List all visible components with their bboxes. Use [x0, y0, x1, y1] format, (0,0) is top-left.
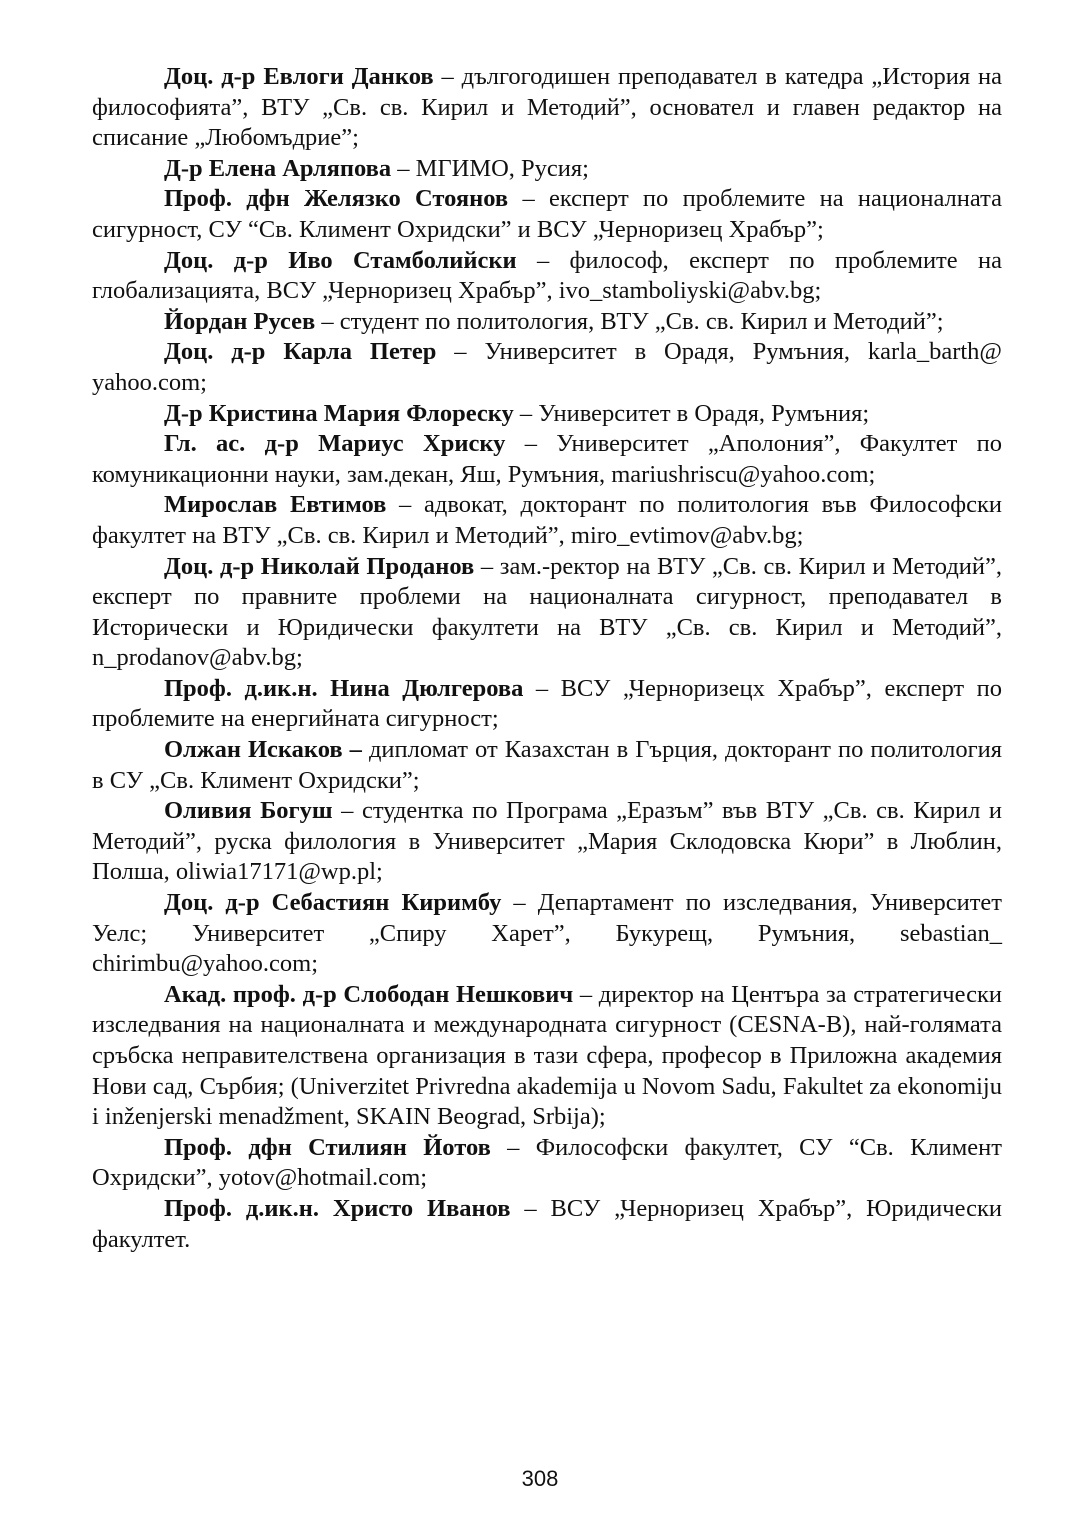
contributor-entry — [92, 154, 1002, 185]
contributor-entry — [92, 429, 1002, 490]
contributor-description: – студент по политология, ВТУ „Св. св. Кирил и Методий”; — [315, 307, 944, 335]
contributor-name: Проф. дфн Желязко Стоянов — [164, 185, 509, 213]
contributor-description: – зам.-ректор на ВТУ „Св. св. Кирил и Методий”, експерт по правните проблеми на националната сигурност, преподавател в Исторически и Юридически факултети на ВТУ „Св. св. Кирил и Методий”, n_prodanov@abv.bg; — [92, 552, 1003, 672]
contributor-entry — [92, 490, 1002, 551]
contributor-name: Олжан Искаков – — [164, 736, 362, 764]
contributor-description: – адвокат, докторант по политология във Философски факултет на ВТУ „Св. св. Кирил и Методий”, miro_evtimov@abv.bg; — [92, 491, 1002, 549]
contributor-name: Доц. д-р Иво Стамболийски — [164, 246, 517, 274]
contributor-description: – Университет в Орадя, Румъния, karla_barth@ yahoo.com; — [92, 338, 1002, 396]
contributor-entry — [92, 888, 1002, 980]
contributor-entry — [92, 796, 1002, 888]
contributor-description: – директор на Центъра за стратегически изследвания на националната и международната сигурност (CESNA-B), най-голямата сръбска неправителствена организация в тази сфера, професор в Приложна академия Нови сад, Сърбия; (Univerzitet Privredna akademija u Novom Sadu, Fakultet za ekonomiju i inženjerski menadžment, SKAIN Beograd, Srbija); — [92, 980, 1003, 1131]
contributor-entry — [92, 1194, 1002, 1255]
contributors-list — [92, 62, 1002, 1255]
contributor-description: – дългогодишен преподавател в катедра „История на философията”, ВТУ „Св. св. Кирил и Методий”, основател и главен редактор на списание „Любомъдрие”; — [92, 63, 1002, 152]
contributor-description: – МГИМО, Русия; — [391, 154, 589, 182]
contributor-entry — [92, 735, 1002, 796]
contributor-name: Доц. д-р Себастиян Киримбу — [164, 889, 502, 917]
contributor-entry — [92, 674, 1002, 735]
contributor-name: Йордан Русев — [164, 307, 316, 335]
contributor-name: Доц. д-р Евлоги Данков — [164, 63, 434, 90]
contributor-name: Д-р Кристина Мария Флореску — [164, 399, 514, 427]
contributor-description: – Университет в Орадя, Румъния; — [513, 399, 870, 427]
contributor-description: – експерт по проблемите на националната сигурност, СУ “Св. Климент Охридски” и ВСУ „Черноризец Храбър”; — [92, 185, 1002, 243]
contributor-description: – ВСУ „Черноризец Храбър”, Юридически факултет. — [92, 1194, 1002, 1253]
contributor-description: – Философски факултет, СУ “Св. Климент Охридски”, yotov@hotmail.com; — [92, 1133, 1002, 1192]
contributor-entry — [92, 184, 1002, 245]
contributor-name: Мирослав Евтимов — [164, 491, 387, 519]
contributor-name: Оливия Богуш — [164, 797, 333, 825]
contributor-entry — [92, 980, 1002, 1133]
contributor-name: Проф. дфн Стилиян Йотов — [164, 1133, 491, 1161]
contributor-description: дипломат от Казахстан в Гърция, докторант по политология в СУ „Св. Климент Охридски”; — [92, 736, 1002, 794]
contributor-name: Доц. д-р Николай Проданов — [164, 552, 475, 580]
contributor-entry — [92, 552, 1002, 674]
page-number: 308 — [521, 1466, 559, 1491]
contributor-name: Гл. ас. д-р Мариус Хриску — [164, 430, 506, 458]
contributor-name: Акад. проф. д-р Слободан Нешкович — [164, 980, 574, 1008]
contributor-entry — [92, 62, 1002, 154]
contributor-name: Проф. д.ик.н. Нина Дюлгерова — [164, 674, 524, 702]
contributor-entry — [92, 399, 1002, 430]
contributor-name: Проф. д.ик.н. Христо Иванов — [164, 1194, 511, 1222]
contributor-entry — [92, 307, 1002, 338]
contributor-description: – Университет „Аполония”, Факултет по комуникационни науки, зам.декан, Яш, Румъния, mariushriscu@yahoo.com; — [92, 430, 1002, 488]
contributor-entry — [92, 246, 1002, 307]
contributor-name: Доц. д-р Карла Петер — [164, 338, 437, 366]
contributor-description: – философ, експерт по проблемите на глобализацията, ВСУ „Черноризец Храбър”, ivo_stamboliyski@abv.bg; — [92, 246, 1002, 305]
contributor-description: – Департамент по изследвания, Университет Уелс; Университет „Спиру Харет”, Букурещ, Румъния, sebastian_ chirimbu@yahoo.com; — [92, 889, 1002, 978]
contributor-entry — [92, 1133, 1002, 1194]
contributor-description: – студентка по Програма „Еразъм” във ВТУ „Св. св. Кирил и Методий”, руска филология в Университет „Мария Склодовска Кюри” в Люблин, Полша, oliwia17171@wp.pl; — [92, 797, 1003, 886]
contributor-name: Д-р Елена Арляпова — [164, 154, 392, 182]
contributor-entry — [92, 337, 1002, 398]
contributor-description: – ВСУ „Черноризецх Храбър”, експерт по проблемите на енергийната сигурност; — [92, 674, 1002, 733]
